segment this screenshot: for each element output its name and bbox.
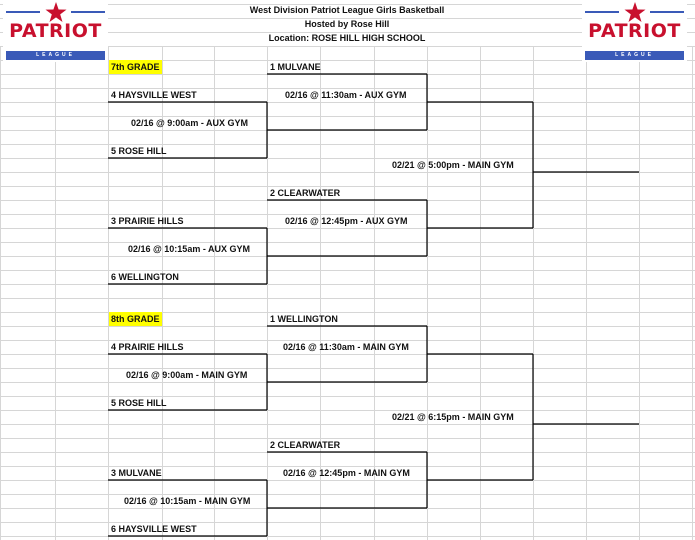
logo-subtitle: LEAGUE (6, 51, 105, 60)
semi-top-time: 02/16 @ 11:30am - AUX GYM (285, 90, 407, 100)
game-a-time: 02/16 @ 9:00am - MAIN GYM (126, 370, 248, 380)
grade-label-7th: 7th GRADE (111, 62, 160, 72)
game-b-team-2: 6 HAYSVILLE WEST (111, 524, 197, 534)
seed-1-team: 1 WELLINGTON (270, 314, 338, 324)
seed-1-team: 1 MULVANE (270, 62, 321, 72)
title-line-1: West Division Patriot League Girls Basketball (249, 5, 445, 15)
game-a-team-1: 4 PRAIRIE HILLS (111, 342, 184, 352)
game-a-team-2: 5 ROSE HILL (111, 146, 167, 156)
game-b-time: 02/16 @ 10:15am - MAIN GYM (124, 496, 251, 506)
game-b-team-2: 6 WELLINGTON (111, 272, 179, 282)
logo-word: PATRIOT (9, 20, 102, 42)
game-a-team-2: 5 ROSE HILL (111, 398, 167, 408)
game-a-team-1: 4 HAYSVILLE WEST (111, 90, 197, 100)
final-time: 02/21 @ 5:00pm - MAIN GYM (392, 160, 514, 170)
title-line-2: Hosted by Rose Hill (304, 19, 390, 29)
title-line-3: Location: ROSE HILL HIGH SCHOOL (268, 33, 426, 43)
game-b-team-1: 3 MULVANE (111, 468, 162, 478)
seed-2-team: 2 CLEARWATER (270, 440, 341, 450)
grade-label-8th: 8th GRADE (111, 314, 160, 324)
semi-top-time: 02/16 @ 11:30am - MAIN GYM (283, 342, 409, 352)
seed-2-team: 2 CLEARWATER (270, 188, 341, 198)
game-b-team-1: 3 PRAIRIE HILLS (111, 216, 184, 226)
logo-subtitle: LEAGUE (585, 51, 684, 60)
patriot-league-logo-right (582, 0, 687, 62)
logo-word: PATRIOT (588, 20, 681, 42)
game-a-time: 02/16 @ 9:00am - AUX GYM (131, 118, 248, 128)
final-time: 02/21 @ 6:15pm - MAIN GYM (392, 412, 514, 422)
semi-bottom-time: 02/16 @ 12:45pm - MAIN GYM (283, 468, 410, 478)
game-b-time: 02/16 @ 10:15am - AUX GYM (128, 244, 250, 254)
patriot-league-logo-left (3, 0, 108, 62)
semi-bottom-time: 02/16 @ 12:45pm - AUX GYM (285, 216, 408, 226)
